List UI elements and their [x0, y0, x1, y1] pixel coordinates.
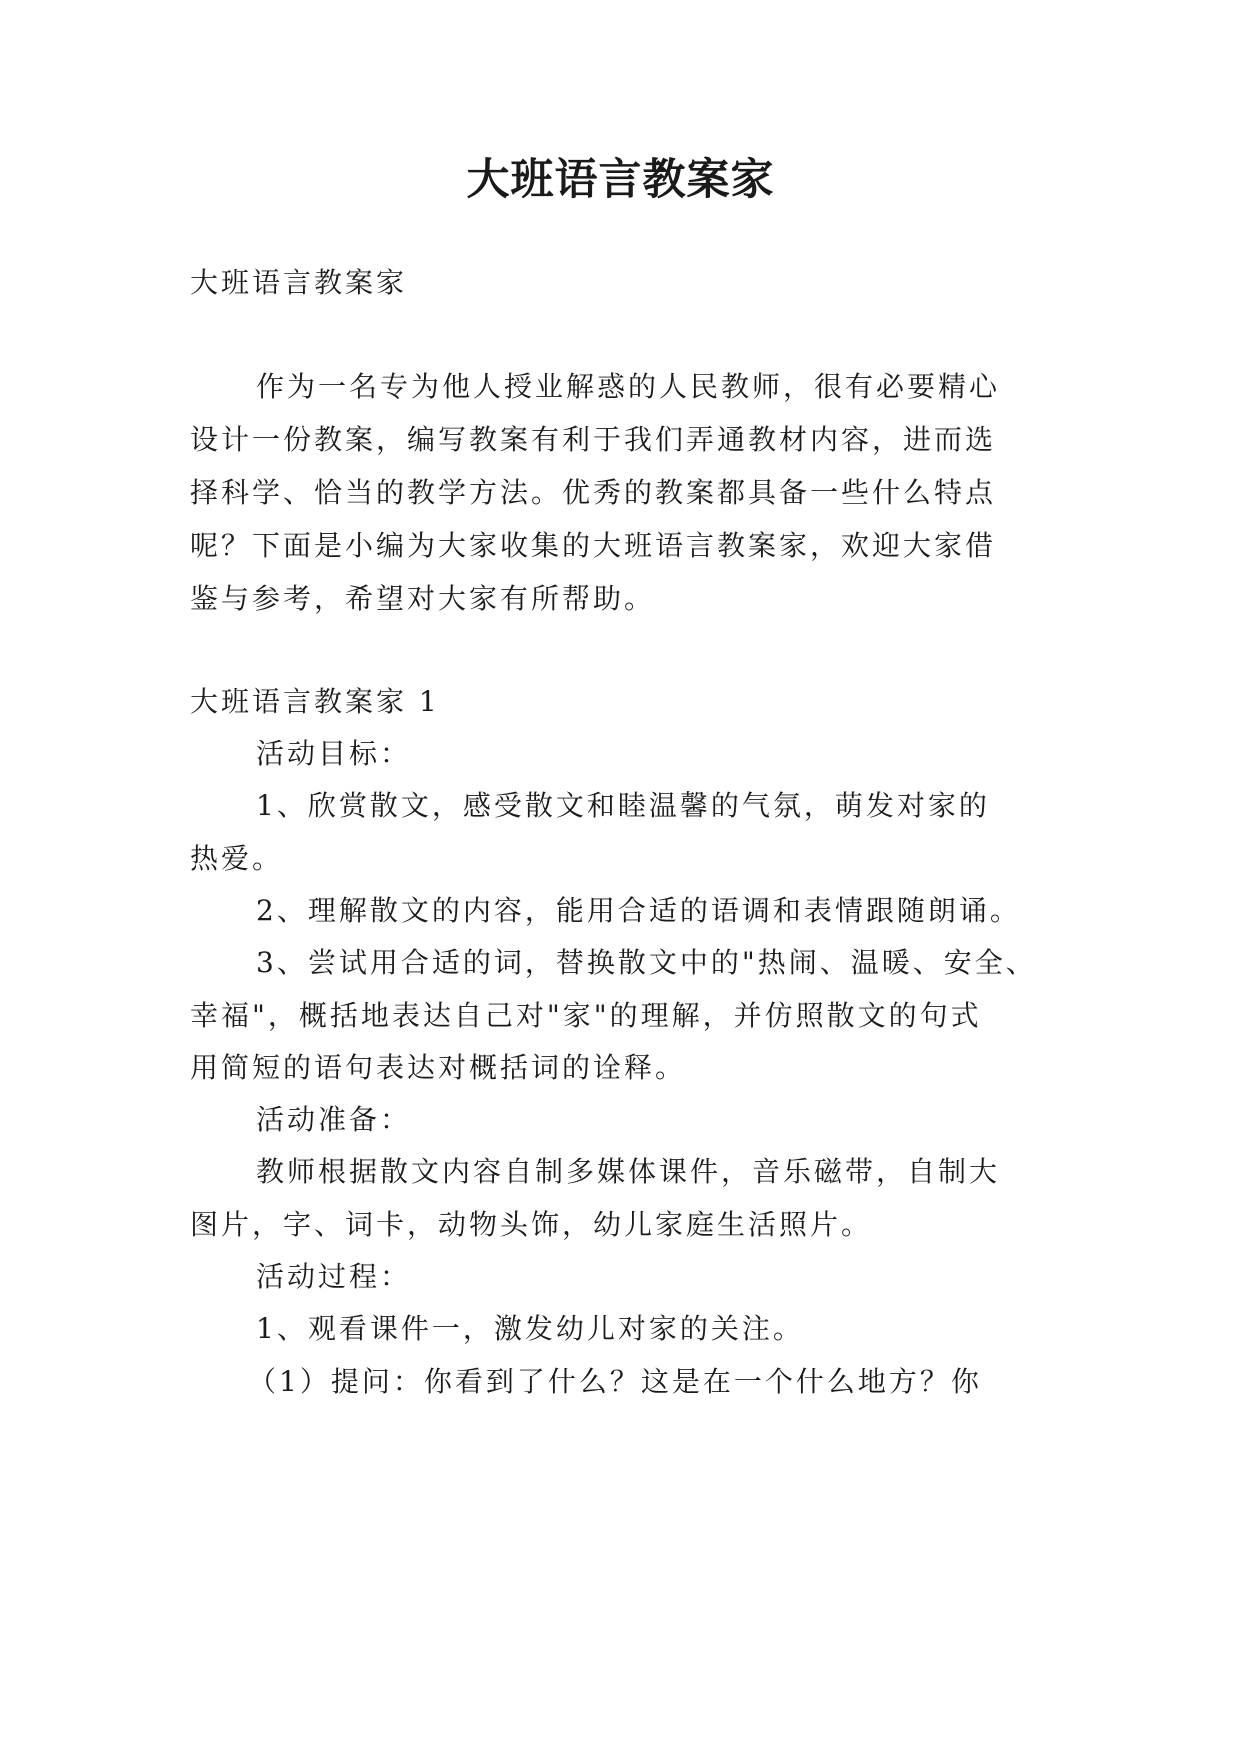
- section-heading: 大班语言教案家 1: [190, 685, 440, 718]
- process-heading: 活动过程：: [256, 1260, 412, 1293]
- prep-heading: 活动准备：: [256, 1103, 412, 1136]
- prep-line: 教师根据散文内容自制多媒体课件，音乐磁带，自制大: [256, 1155, 1001, 1188]
- document-title: 大班语言教案家: [466, 155, 775, 205]
- goal-line: 幸福"，概括地表达自己对"家"的理解，并仿照散文的句式: [190, 999, 982, 1032]
- goal-line: 热爱。: [190, 842, 284, 875]
- intro-line: 呢？下面是小编为大家收集的大班语言教案家，欢迎大家借: [190, 529, 997, 562]
- intro-line: 择科学、恰当的教学方法。优秀的教案都具备一些什么特点: [190, 476, 997, 509]
- intro-line: 鉴与参考，希望对大家有所帮助。: [190, 582, 656, 615]
- intro-line: 设计一份教案，编写教案有利于我们弄通教材内容，进而选: [190, 423, 997, 456]
- step-line: （1）提问：你看到了什么？这是在一个什么地方？你: [248, 1365, 982, 1398]
- step-line: 1、观看课件一，激发幼儿对家的关注。: [256, 1312, 804, 1345]
- goal-line: 2、理解散文的内容，能用合适的语调和表情跟随朗诵。: [256, 894, 1021, 927]
- document-subtitle: 大班语言教案家: [190, 266, 408, 299]
- goal-line: 3、尝试用合适的词，替换散文中的"热闹、温暖、安全、: [256, 946, 1037, 979]
- prep-line: 图片，字、词卡，动物头饰，幼儿家庭生活照片。: [190, 1208, 873, 1241]
- goals-heading: 活动目标：: [256, 737, 412, 770]
- intro-line: 作为一名专为他人授业解惑的人民教师，很有必要精心: [256, 370, 1001, 403]
- goal-line: 用简短的语句表达对概括词的诠释。: [190, 1051, 687, 1084]
- goal-line: 1、欣赏散文，感受散文和睦温馨的气氛，萌发对家的: [256, 789, 990, 822]
